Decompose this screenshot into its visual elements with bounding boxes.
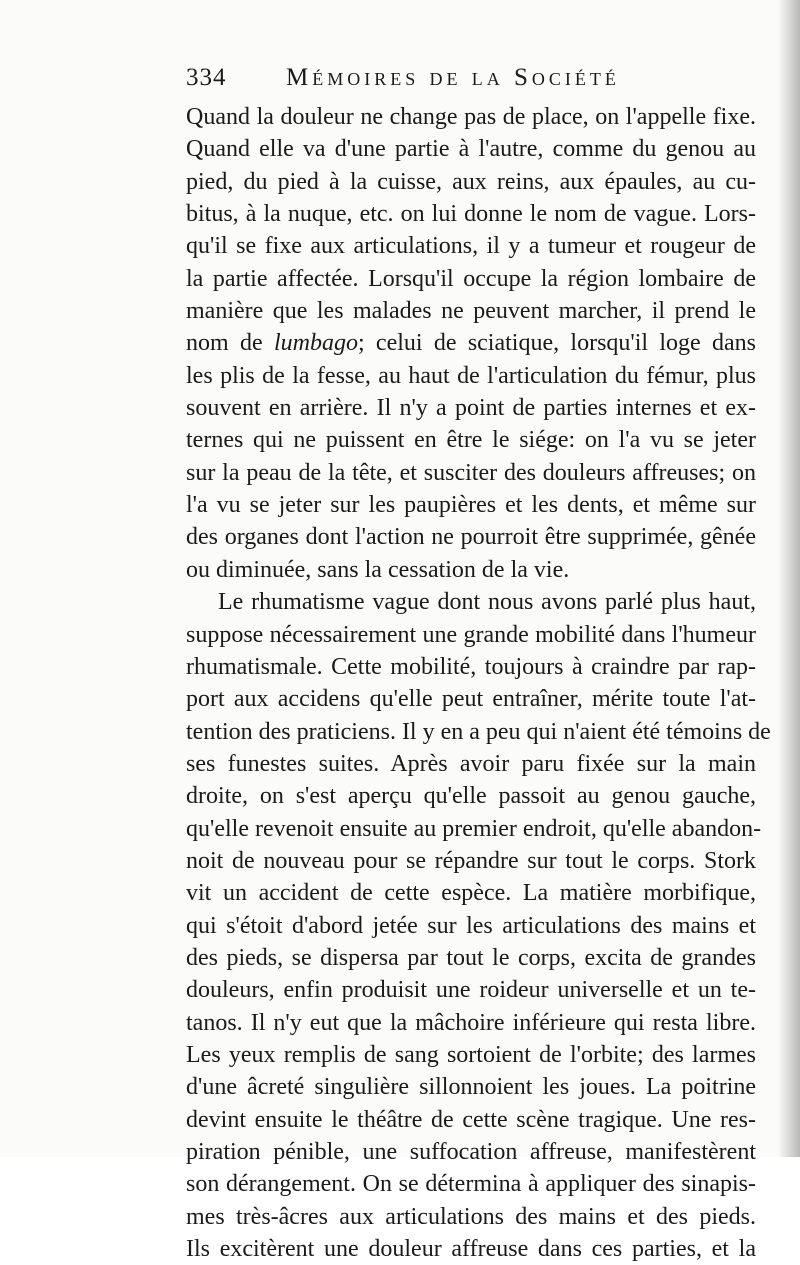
- text-line: d'une âcreté singulière sillonnoient les joues. La poitrine: [186, 1074, 756, 1101]
- text-line: bitus, à la nuque, etc. on lui donne le nom de vague. Lors-: [186, 201, 756, 228]
- text-line: souvent en arrière. Il n'y a point de parties internes et ex-: [186, 395, 756, 422]
- page-edge-shadow: [778, 0, 800, 1157]
- text-line: mes très-âcres aux articulations des mains et des pieds.: [186, 1203, 756, 1230]
- page-header: [186, 64, 746, 104]
- text-line: port aux accidens qu'elle peut entraîner, mérite toute l'at-: [186, 686, 756, 713]
- text-line: des pieds, se dispersa par tout le corps, excita de grandes: [186, 944, 756, 971]
- text-line: manière que les malades ne peuvent marcher, il prend le: [186, 298, 756, 325]
- text-line: ses funestes suites. Après avoir paru fixée sur la main: [186, 750, 756, 777]
- running-title: Mémoires de la Société: [286, 64, 620, 91]
- text-line: rhumatismale. Cette mobilité, toujours à craindre par rap-: [186, 653, 756, 680]
- paragraph-1: [186, 101, 756, 586]
- text-line: l'a vu se jeter sur les paupières et les dents, et même sur: [186, 492, 756, 519]
- text-line: piration pénible, une suffocation affreuse, manifestèrent: [186, 1139, 756, 1165]
- text-line: son dérangement. On se détermina à appliquer des sinapis-: [186, 1171, 756, 1198]
- text-line: suppose nécessairement une grande mobilité dans l'humeur: [186, 621, 756, 648]
- text-line: pied, du pied à la cuisse, aux reins, aux épaules, au cu-: [186, 168, 756, 195]
- text-line: des organes dont l'action ne pourroit être supprimée, gênée: [186, 524, 756, 551]
- text-line: ou diminuée, sans la cessation de la vie.: [186, 556, 570, 583]
- text-line: vit un accident de cette espèce. La matière morbifique,: [186, 880, 756, 907]
- body-text: [186, 101, 771, 1265]
- paragraph-2: [186, 586, 771, 1265]
- text-line: Quand elle va d'une partie à l'autre, comme du genou au: [186, 136, 756, 163]
- page-number: 334: [186, 64, 227, 91]
- text-line: Ils excitèrent une douleur affreuse dans ces parties, et la: [186, 1236, 756, 1263]
- text-line: devint ensuite le théâtre de cette scène tragique. Une res-: [186, 1106, 756, 1133]
- text-line: qui s'étoit d'abord jetée sur les articulations des mains et: [186, 912, 756, 939]
- text-line: tanos. Il n'y eut que la mâchoire inférieure qui resta libre.: [186, 1009, 756, 1036]
- text-line: Quand la douleur ne change pas de place, on l'appelle fixe.: [186, 104, 756, 130]
- text-line: Le rhumatisme vague dont nous avons parlé plus haut,: [218, 589, 756, 616]
- text-line: tention des praticiens. Il y en a peu qui n'aient été témoins de: [186, 718, 771, 745]
- text-line: les plis de la fesse, au haut de l'articulation du fémur, plus: [186, 362, 756, 389]
- text-line: droite, on s'est aperçu qu'elle passoit au genou gauche,: [186, 783, 756, 810]
- text-line: Les yeux remplis de sang sortoient de l'orbite; des larmes: [186, 1041, 756, 1068]
- text-line: qu'il se fixe aux articulations, il y a tumeur et rougeur de: [186, 233, 756, 260]
- text-line: qu'elle revenoit ensuite au premier endroit, qu'elle abandon-: [186, 815, 762, 842]
- text-line: douleurs, enfin produisit une roideur universelle et un te-: [186, 977, 756, 1004]
- text-line: nom de lumbago; celui de sciatique, lorsqu'il loge dans: [186, 330, 756, 357]
- text-line: noit de nouveau pour se répandre sur tout le corps. Stork: [186, 847, 756, 874]
- text-line: ternes qui ne puissent en être le siége: on l'a vu se jeter: [186, 427, 756, 454]
- text-line: la partie affectée. Lorsqu'il occupe la région lombaire de: [186, 265, 756, 292]
- text-line: sur la peau de la tête, et susciter des douleurs affreuses; on: [186, 459, 756, 486]
